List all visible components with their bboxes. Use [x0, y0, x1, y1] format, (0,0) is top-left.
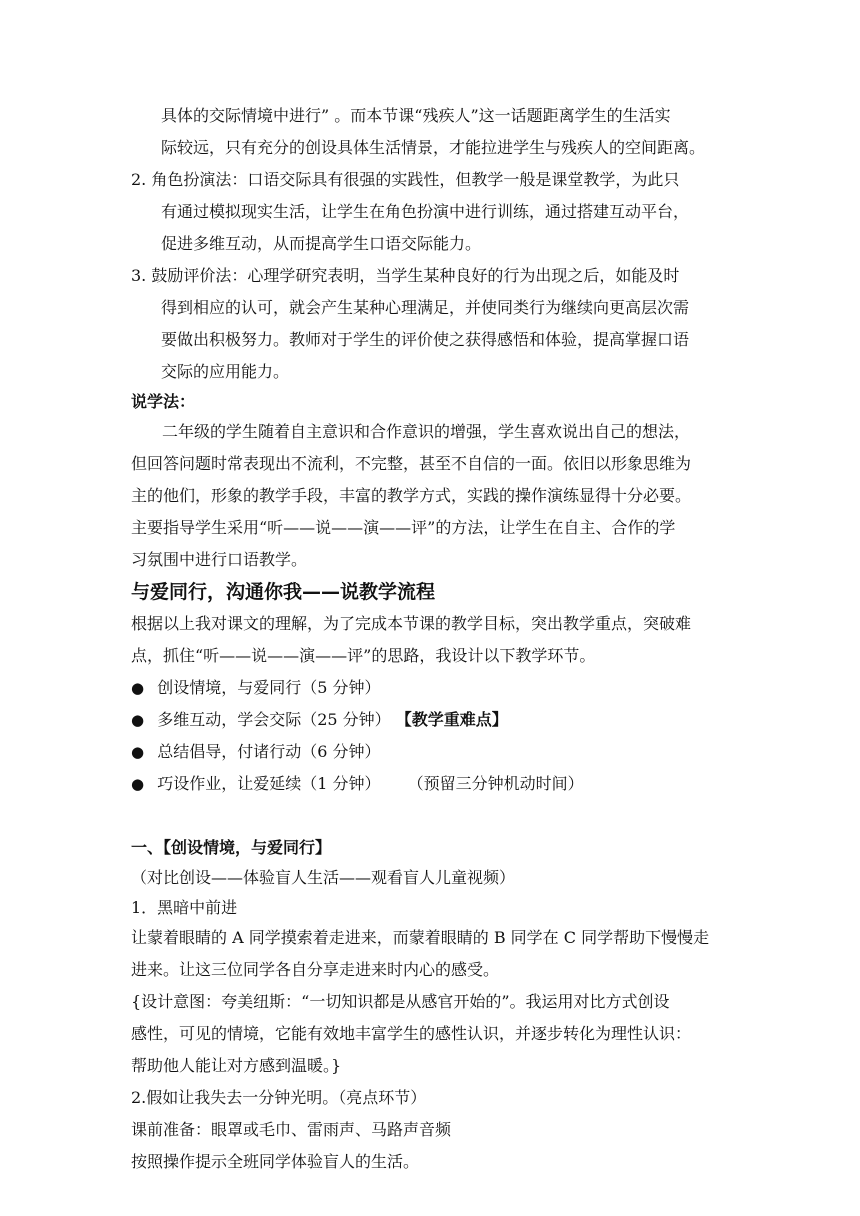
design-intent-line: 感性，可见的情境，它能有效地丰富学生的感性认识，并逐步转化为理性认识： [131, 1024, 692, 1043]
bullet-text: 创设情境，与爱同行（5 分钟） [157, 678, 381, 697]
intro-line: 具体的交际情境中进行” 。而本节课“残疾人”这一话题距离学生的生活实 [161, 106, 671, 125]
design-intent-line: {设计意图：夸美纽斯：“一切知识都是从感官开始的”。我运用对比方式创设 [131, 992, 670, 1011]
study-method-heading: 说学法： [131, 392, 196, 411]
key-point-note: 【教学重难点】 [395, 710, 508, 729]
item-1-line: 让蒙着眼睛的 A 同学摸索着走进来，而蒙着眼睛的 B 同学在 C 同学帮助下慢慢走 [131, 928, 710, 947]
process-title: 与爱同行，沟通你我——说教学流程 [131, 581, 436, 603]
bullet-item [131, 673, 380, 703]
bullet-icon: ● [131, 711, 145, 729]
item-1-title: 1．黑暗中前进 [131, 898, 238, 917]
item-1-line: 进来。让这三位同学各自分享走进来时内心的感受。 [131, 960, 500, 979]
bullet-text: 多维互动，学会交际（25 分钟） [157, 710, 391, 729]
bullet-text: 巧设作业，让爱延续（1 分钟） [157, 774, 381, 793]
study-paragraph-line: 二年级的学生随着自主意识和合作意识的增强，学生喜欢说出自己的想法， [162, 422, 691, 441]
process-intro-line: 点，抓住“听——说——演——评”的思路，我设计以下教学环节。 [131, 646, 596, 665]
method-3-line: 交际的应用能力。 [161, 362, 290, 381]
section-1-title: 一、【创设情境，与爱同行】 [131, 838, 332, 857]
study-paragraph-line: 主要指导学生采用“听——说——演——评”的方法，让学生在自主、合作的学 [131, 518, 676, 537]
design-intent-line: 帮助他人能让对方感到温暖。} [131, 1056, 342, 1075]
item-2-preparation: 课前准备：眼罩或毛巾、雷雨声、马路声音频 [131, 1120, 452, 1139]
item-2-instruction: 按照操作提示全班同学体验盲人的生活。 [131, 1152, 420, 1171]
study-paragraph-line: 但回答问题时常表现出不流利，不完整，甚至不自信的一面。依旧以形象思维为 [131, 454, 692, 473]
bullet-item [131, 737, 380, 767]
intro-line: 际较远，只有充分的创设具体生活情景，才能拉进学生与残疾人的空间距离。 [161, 138, 706, 157]
item-2-title: 2.假如让我失去一分钟光明。（亮点环节） [131, 1088, 427, 1107]
reserve-time-note: （预留三分钟机动时间） [407, 774, 584, 793]
method-2-line: 有通过模拟现实生活，让学生在角色扮演中进行训练，通过搭建互动平台， [161, 202, 690, 221]
bullet-icon: ● [131, 679, 145, 697]
method-3-line: 3. 鼓励评价法：心理学研究表明，当学生某种良好的行为出现之后，如能及时 [131, 266, 680, 285]
bullet-icon: ● [131, 743, 145, 761]
section-1-subtitle: （对比创设——体验盲人生活——观看盲人儿童视频） [131, 868, 516, 887]
method-2-line: 促进多维互动，从而提高学生口语交际能力。 [161, 234, 482, 253]
study-paragraph-line: 主的他们，形象的教学手段，丰富的教学方式，实践的操作演练显得十分必要。 [131, 486, 692, 505]
process-intro-line: 根据以上我对课文的理解，为了完成本节课的教学目标，突出教学重点，突破难 [131, 614, 692, 633]
method-3-line: 得到相应的认可，就会产生某种心理满足，并使同类行为继续向更高层次需 [161, 298, 690, 317]
bullet-item [131, 769, 584, 799]
method-3-line: 要做出积极努力。教师对于学生的评价使之获得感悟和体验，提高掌握口语 [161, 330, 690, 349]
bullet-item [131, 705, 508, 735]
study-paragraph-line: 习氛围中进行口语教学。 [131, 550, 308, 569]
bullet-icon: ● [131, 775, 145, 793]
method-2-line: 2. 角色扮演法：口语交际具有很强的实践性，但教学一般是课堂教学，为此只 [131, 170, 680, 189]
bullet-text: 总结倡导，付诸行动（6 分钟） [157, 742, 381, 761]
